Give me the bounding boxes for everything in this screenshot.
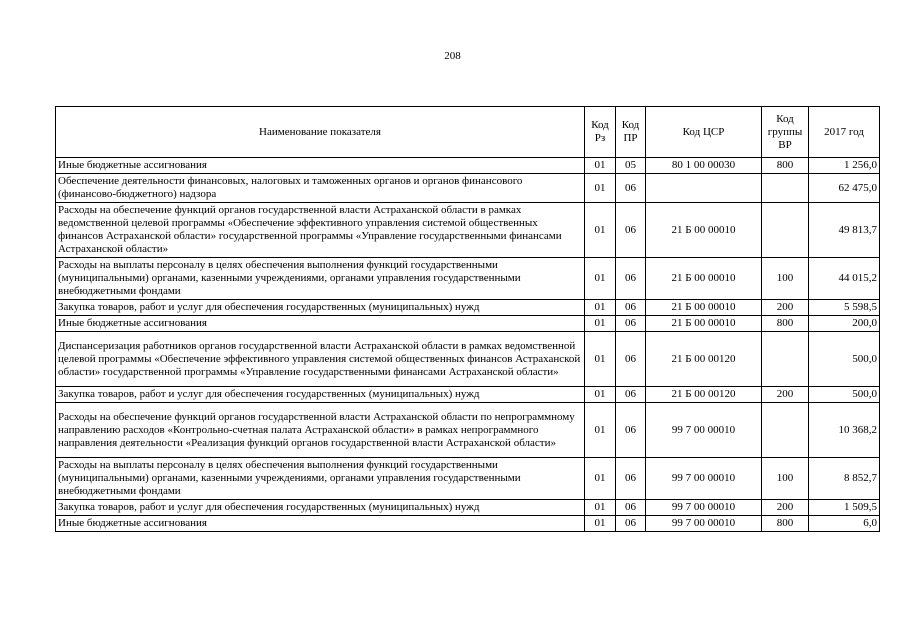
row-name: Закупка товаров, работ и услуг для обеспечения государственных (муниципальных) нужд <box>56 300 585 316</box>
table-body <box>56 158 880 532</box>
row-rz: 01 <box>585 458 616 500</box>
row-vr: 100 <box>762 258 809 300</box>
row-rz: 01 <box>585 203 616 258</box>
table-row <box>56 403 880 458</box>
header-pr: Код ПР <box>616 107 646 158</box>
table-row <box>56 174 880 203</box>
row-pr: 06 <box>616 458 646 500</box>
row-rz: 01 <box>585 300 616 316</box>
row-rz: 01 <box>585 403 616 458</box>
row-pr: 06 <box>616 316 646 332</box>
row-rz: 01 <box>585 332 616 387</box>
row-pr: 06 <box>616 403 646 458</box>
row-pr: 06 <box>616 516 646 532</box>
row-name: Диспансеризация работников органов государственной власти Астраханской области в рамках ведомственной целевой программы «Обеспечение эффективного управления системой общественных финансов Астраханской области» государственной программы «Управление государственными финансами Астраханской области» <box>56 332 585 387</box>
row-name: Иные бюджетные ассигнования <box>56 516 585 532</box>
row-name: Иные бюджетные ассигнования <box>56 316 585 332</box>
header-rz: Код Рз <box>585 107 616 158</box>
row-csr: 21 Б 00 00010 <box>646 316 762 332</box>
row-vr <box>762 174 809 203</box>
row-vr: 800 <box>762 158 809 174</box>
row-amount: 10 368,2 <box>809 403 880 458</box>
row-amount: 200,0 <box>809 316 880 332</box>
row-rz: 01 <box>585 500 616 516</box>
row-vr <box>762 332 809 387</box>
row-csr: 99 7 00 00010 <box>646 500 762 516</box>
row-rz: 01 <box>585 158 616 174</box>
table-row <box>56 300 880 316</box>
row-amount: 1 256,0 <box>809 158 880 174</box>
row-rz: 01 <box>585 387 616 403</box>
row-csr: 99 7 00 00010 <box>646 403 762 458</box>
table-header <box>56 107 880 158</box>
row-pr: 06 <box>616 332 646 387</box>
page-number: 208 <box>444 50 461 62</box>
row-csr: 99 7 00 00010 <box>646 516 762 532</box>
row-amount: 62 475,0 <box>809 174 880 203</box>
row-csr: 80 1 00 00030 <box>646 158 762 174</box>
row-name: Расходы на выплаты персоналу в целях обеспечения выполнения функций государственными (муниципальными) органами, казенными учреждениями, органами управления государственными внебюджетными фондами <box>56 458 585 500</box>
row-amount: 1 509,5 <box>809 500 880 516</box>
table-row <box>56 458 880 500</box>
row-rz: 01 <box>585 316 616 332</box>
table-row <box>56 332 880 387</box>
table-row <box>56 316 880 332</box>
row-pr: 06 <box>616 500 646 516</box>
row-vr: 800 <box>762 316 809 332</box>
table-row <box>56 500 880 516</box>
row-pr: 06 <box>616 203 646 258</box>
budget-table <box>55 106 880 532</box>
row-amount: 8 852,7 <box>809 458 880 500</box>
row-amount: 500,0 <box>809 332 880 387</box>
row-name: Расходы на обеспечение функций органов государственной власти Астраханской области в рамках ведомственной целевой программы «Обеспечение эффективного управления системой общественных финансов Астраханской области» государственной программы «Управление государственными финансами Астраханской области» <box>56 203 585 258</box>
header-year: 2017 год <box>809 107 880 158</box>
row-vr: 200 <box>762 387 809 403</box>
row-rz: 01 <box>585 516 616 532</box>
header-vr: Код группы ВР <box>762 107 809 158</box>
header-csr: Код ЦСР <box>646 107 762 158</box>
table-row <box>56 203 880 258</box>
row-vr: 200 <box>762 500 809 516</box>
row-name: Обеспечение деятельности финансовых, налоговых и таможенных органов и органов финансового (финансово-бюджетного) надзора <box>56 174 585 203</box>
row-name: Закупка товаров, работ и услуг для обеспечения государственных (муниципальных) нужд <box>56 500 585 516</box>
row-vr <box>762 203 809 258</box>
row-name: Закупка товаров, работ и услуг для обеспечения государственных (муниципальных) нужд <box>56 387 585 403</box>
row-vr: 200 <box>762 300 809 316</box>
row-pr: 06 <box>616 174 646 203</box>
row-amount: 49 813,7 <box>809 203 880 258</box>
row-csr: 21 Б 00 00010 <box>646 300 762 316</box>
row-amount: 5 598,5 <box>809 300 880 316</box>
row-name: Расходы на выплаты персоналу в целях обеспечения выполнения функций государственными (муниципальными) органами, казенными учреждениями, органами управления государственными внебюджетными фондами <box>56 258 585 300</box>
row-amount: 44 015,2 <box>809 258 880 300</box>
row-vr <box>762 403 809 458</box>
row-rz: 01 <box>585 174 616 203</box>
row-pr: 06 <box>616 258 646 300</box>
row-name: Расходы на обеспечение функций органов государственной власти Астраханской области по непрограммному направлению расходов «Контрольно-счетная палата Астраханской области» в рамках непрограммного направления деятельности «Реализация функций органов государственной власти Астраханской области» <box>56 403 585 458</box>
row-vr: 100 <box>762 458 809 500</box>
header-name: Наименование показателя <box>56 107 585 158</box>
row-csr: 21 Б 00 00010 <box>646 203 762 258</box>
row-csr: 21 Б 00 00120 <box>646 387 762 403</box>
row-csr <box>646 174 762 203</box>
row-amount: 500,0 <box>809 387 880 403</box>
row-pr: 06 <box>616 300 646 316</box>
table-row <box>56 258 880 300</box>
table-row <box>56 516 880 532</box>
table-row <box>56 387 880 403</box>
row-csr: 99 7 00 00010 <box>646 458 762 500</box>
row-csr: 21 Б 00 00010 <box>646 258 762 300</box>
row-pr: 06 <box>616 387 646 403</box>
row-name: Иные бюджетные ассигнования <box>56 158 585 174</box>
table-row <box>56 158 880 174</box>
row-pr: 05 <box>616 158 646 174</box>
row-amount: 6,0 <box>809 516 880 532</box>
row-rz: 01 <box>585 258 616 300</box>
row-vr: 800 <box>762 516 809 532</box>
row-csr: 21 Б 00 00120 <box>646 332 762 387</box>
